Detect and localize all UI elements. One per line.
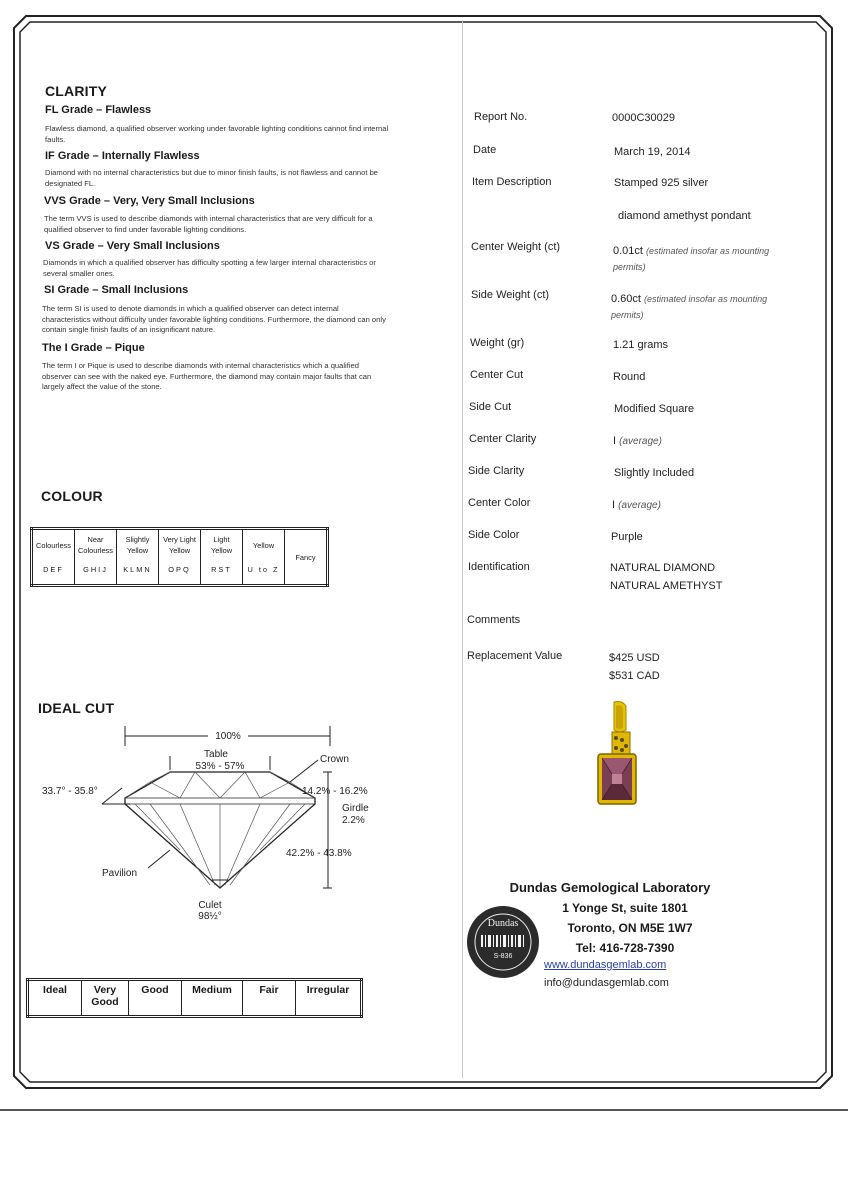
center-clarity-value: [613, 435, 662, 447]
colour-cell-letters: GHIJ: [83, 565, 108, 574]
side-weight-label: Side Weight (ct): [471, 289, 550, 301]
weight-value: 1.21 grams: [613, 339, 669, 351]
center-cut-value: Round: [613, 371, 646, 383]
date-label: Date: [473, 144, 497, 156]
colour-cell-name: Colourless: [36, 540, 71, 550]
center-color-value: [612, 499, 661, 511]
girdle-pct-label: 2.2%: [342, 815, 365, 826]
page-edge-line: [0, 1109, 848, 1111]
side-weight-amount: 0.60ct: [611, 293, 641, 305]
table-pct-label: 53% - 57%: [195, 761, 245, 772]
center-color-grade: I: [612, 499, 616, 511]
center-clarity-note: (average): [619, 436, 662, 447]
pendant-photo: [592, 700, 642, 810]
colour-scale-table: [30, 527, 329, 587]
cut-grade-cell: Very Good: [82, 980, 129, 1017]
grade-heading-vvs: VVS Grade – Very, Very Small Inclusions: [44, 195, 255, 207]
identification-value-2: NATURAL AMETHYST: [610, 580, 723, 592]
center-weight-note: (estimated insofar as mounting permits): [613, 246, 770, 272]
item-description-label: Item Description: [472, 176, 552, 188]
lab-website-link[interactable]: www.dundasgemlab.com: [544, 959, 667, 971]
cut-grade-cell: Fair: [243, 980, 296, 1017]
colour-cell-name: Yellow: [252, 540, 275, 550]
crown-angle-label: 33.7° - 35.8°: [42, 786, 98, 797]
cut-grade-cell: Medium: [182, 980, 243, 1017]
report-no-value: 0000C30029: [612, 112, 676, 124]
center-color-label: Center Color: [468, 497, 531, 509]
grade-heading-if: IF Grade – Internally Flawless: [45, 150, 200, 162]
report-no-label: Report No.: [474, 111, 528, 123]
grade-heading-si: SI Grade – Small Inclusions: [44, 284, 189, 296]
girdle-label: Girdle: [342, 803, 369, 814]
lab-address-1: 1 Yonge St, suite 1801: [562, 901, 688, 915]
center-cut-label: Center Cut: [470, 369, 524, 381]
diamond-proportions-diagram: [30, 720, 410, 930]
grade-text-vvs: The term VVS is used to describe diamonds with internal characteristics that are very difficult for a qualified observer to find under favorable lighting conditions.: [44, 214, 373, 234]
lab-email[interactable]: info@dundasgemlab.com: [544, 977, 669, 989]
center-weight-value: [613, 243, 783, 275]
side-cut-value: Modified Square: [614, 403, 695, 415]
colour-title: COLOUR: [41, 488, 103, 504]
replacement-value-cad: $531 CAD: [609, 670, 660, 682]
center-weight-label: Center Weight (ct): [471, 241, 561, 253]
cut-grade-cell: Ideal: [28, 980, 82, 1017]
side-cut-label: Side Cut: [469, 401, 512, 413]
seal-text: Dundas: [487, 918, 519, 929]
colour-cell-name: Very Light Yellow: [163, 535, 196, 555]
colour-cell-name: Near Colourless: [78, 535, 113, 555]
culet-label: Culet: [198, 900, 222, 911]
pavilion-label: Pavilion: [102, 868, 138, 879]
width-pct-label: 100%: [215, 731, 241, 742]
colour-cell: [243, 529, 285, 586]
identification-value-1: NATURAL DIAMOND: [610, 562, 716, 574]
identification-label: Identification: [468, 561, 530, 573]
colour-cell-name: Slightly Yellow: [125, 535, 150, 555]
colour-cell: [201, 529, 243, 586]
grade-text-fl: Flawless diamond, a qualified observer working under favorable lighting conditions cannot find internal faults.: [45, 124, 389, 144]
center-weight-amount: 0.01ct: [613, 245, 643, 257]
lab-name: Dundas Gemological Laboratory: [509, 880, 711, 895]
crown-label: Crown: [320, 754, 349, 765]
colour-cell-letters: DEF: [43, 565, 64, 574]
cut-grade-cell: Irregular: [296, 980, 362, 1017]
grade-text-if: Diamond with no internal characteristics but due to minor finish faults, is not flawless and cannot be designated FL.: [45, 168, 379, 188]
colour-cell-letters: OPQ: [168, 565, 191, 574]
seal-number: S-836: [493, 953, 513, 960]
side-color-label: Side Color: [468, 529, 520, 541]
colour-cell-name: Fancy: [295, 552, 316, 562]
colour-cell: [32, 529, 75, 586]
grade-text-i: The term I or Pique is used to describe diamonds with internal characteristics which a qualified observer can see with the naked eye. Furthermore, the diamond may contain major faults that can largely affect the value of the stone.: [42, 361, 372, 391]
cut-grade-table: [26, 978, 363, 1018]
comments-label: Comments: [467, 614, 521, 626]
ideal-cut-title: IDEAL CUT: [38, 700, 115, 716]
lab-seal-stamp: [463, 902, 543, 982]
colour-cell: [285, 529, 328, 586]
item-description-value-2: diamond amethyst pondant: [618, 210, 751, 222]
colour-cell-letters: RST: [211, 565, 232, 574]
date-value: March 19, 2014: [614, 146, 691, 158]
center-clarity-label: Center Clarity: [469, 433, 537, 445]
side-clarity-label: Side Clarity: [468, 465, 525, 477]
colour-cell: [75, 529, 117, 586]
cut-grade-cell: Good: [129, 980, 182, 1017]
culet-angle-label: 98½°: [198, 911, 222, 922]
side-clarity-value: Slightly Included: [614, 467, 695, 479]
grade-text-si: The term SI is used to denote diamonds in which a qualified observer can detect internal characteristics without difficulty under favorable lighting conditions. Furthermore, the diamond can only contain single finish faults of an insignificant nature.: [42, 304, 386, 334]
grade-heading-i: The I Grade – Pique: [42, 342, 145, 354]
center-clarity-grade: I: [613, 435, 617, 447]
lab-address-2: Toronto, ON M5E 1W7: [567, 921, 693, 935]
colour-cell-name: Light Yellow: [210, 535, 233, 555]
side-weight-value: [611, 291, 781, 323]
side-color-value: Purple: [611, 531, 643, 543]
lab-phone: Tel: 416-728-7390: [575, 941, 675, 955]
colour-cell-letters: KLMN: [123, 565, 152, 574]
colour-cell-letters: U to Z: [247, 565, 280, 574]
item-description-value: Stamped 925 silver: [614, 177, 709, 189]
table-label: Table: [204, 749, 228, 760]
clarity-title: CLARITY: [45, 83, 108, 99]
weight-label: Weight (gr): [470, 337, 525, 349]
replacement-value-usd: $425 USD: [609, 652, 660, 664]
colour-cell: [117, 529, 159, 586]
grade-text-vs: Diamonds in which a qualified observer has difficulty spotting a few larger internal characteristics or several smaller ones.: [43, 258, 376, 278]
center-color-note: (average): [618, 500, 661, 511]
replacement-value-label: Replacement Value: [467, 650, 563, 662]
grade-heading-fl: FL Grade – Flawless: [45, 104, 152, 116]
grade-heading-vs: VS Grade – Very Small Inclusions: [45, 240, 220, 252]
side-weight-note: (estimated insofar as mounting permits): [611, 294, 768, 320]
pavilion-depth-label: 42.2% - 43.8%: [286, 848, 352, 859]
crown-height-label: 14.2% - 16.2%: [302, 786, 368, 797]
colour-cell: [159, 529, 201, 586]
